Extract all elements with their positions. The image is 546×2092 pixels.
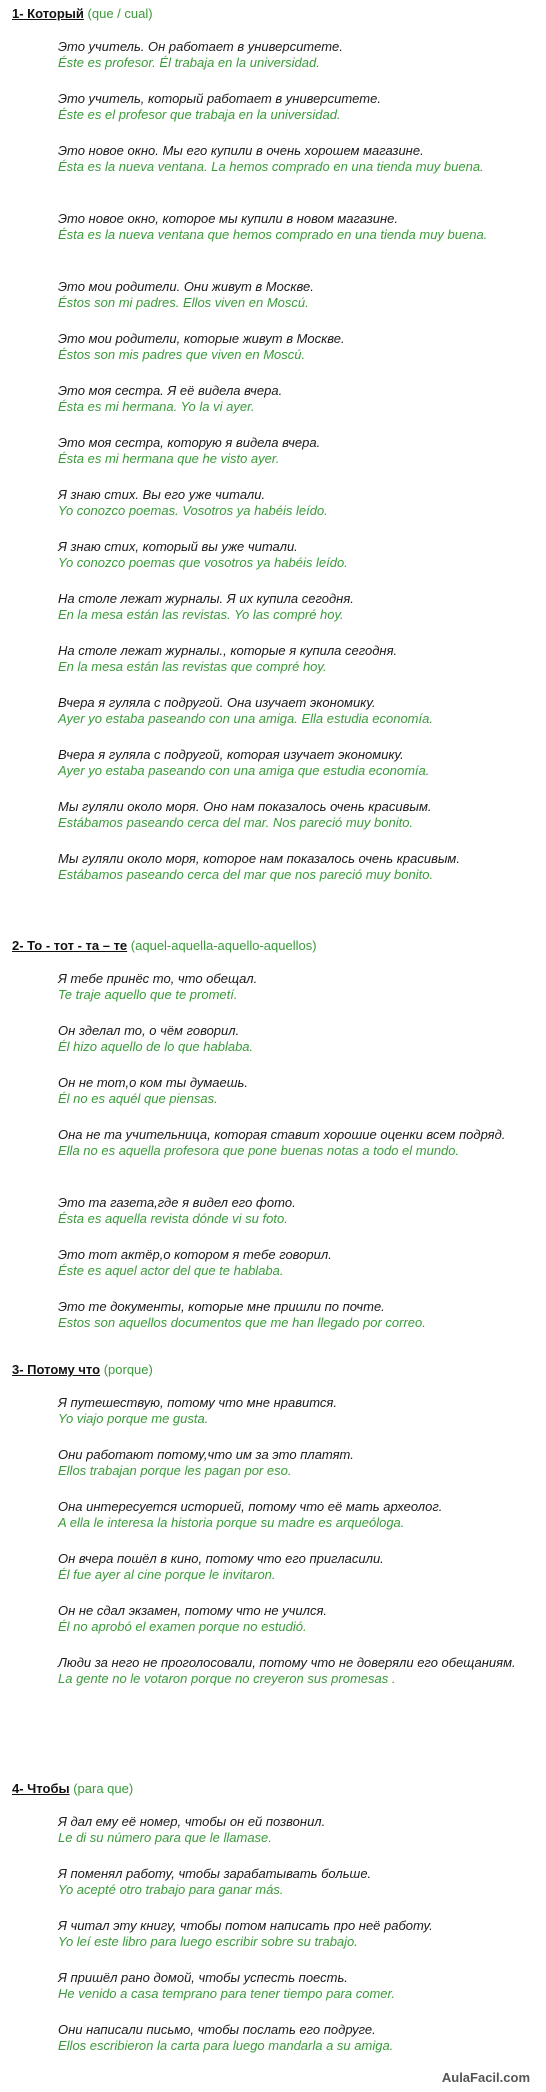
sentence-pair	[58, 383, 534, 415]
spanish-translation: Él no es aquél que piensas.	[58, 1091, 218, 1106]
russian-sentence: Он не сдал экзамен, потому что не учился.	[58, 1603, 328, 1618]
spanish-translation: A ella le interesa la historia porque su madre es arqueóloga.	[58, 1515, 405, 1530]
spanish-translation: Estábamos paseando cerca del mar que nos pareció muy bonito.	[58, 867, 434, 882]
sentence-pair	[58, 1023, 534, 1055]
russian-sentence: Мы гуляли около моря, которое нам показалось очень красивым.	[58, 851, 460, 866]
sentence-pair	[58, 331, 534, 363]
spanish-translation: He venido a casa temprano para tener tiempo para comer.	[58, 1986, 395, 2001]
spanish-translation: Él no aprobó el examen porque no estudió.	[58, 1619, 307, 1634]
spanish-translation: En la mesa están las revistas. Yo las compré hoy.	[58, 607, 344, 622]
section-title: 2- То - тот - та – те	[12, 938, 128, 953]
sentence-pair	[58, 1655, 534, 1687]
russian-sentence: Я дал ему её номер, чтобы он ей позвонил.	[58, 1814, 326, 1829]
sentence-pair	[58, 1603, 534, 1635]
spanish-translation: Éstos son mi padres. Ellos viven en Moscú.	[58, 295, 309, 310]
spanish-translation: Ayer yo estaba paseando con una amiga. Ella estudia economía.	[58, 711, 433, 726]
sentence-pair	[58, 435, 534, 467]
russian-sentence: Они написали письмо, чтобы послать его подруге.	[58, 2022, 376, 2037]
section-title: 3- Потому что	[12, 1362, 101, 1377]
russian-sentence: Это те документы, которые мне пришли по почте.	[58, 1299, 385, 1314]
russian-sentence: Я тебе принёс то, что обещал.	[58, 971, 258, 986]
spanish-translation: Yo conozco poemas que vosotros ya habéis leído.	[58, 555, 348, 570]
russian-sentence: Мы гуляли около моря. Оно нам показалось очень красивым.	[58, 799, 432, 814]
spanish-translation: Éste es el profesor que trabaja en la universidad.	[58, 107, 341, 122]
sentence-pair	[58, 1866, 534, 1898]
russian-sentence: Это моя сестра, которую я видела вчера.	[58, 435, 321, 450]
russian-sentence: Это та газета,где я видел его фото.	[58, 1195, 296, 1210]
sentence-pair	[58, 1299, 534, 1331]
section-title: 4- Чтобы	[12, 1781, 70, 1796]
russian-sentence: На столе лежат журналы., которые я купила сегодня.	[58, 643, 398, 658]
sentence-pair	[58, 91, 534, 123]
sentence-pair	[58, 2022, 534, 2054]
sentence-pair	[58, 1247, 534, 1279]
sentence-pair	[58, 1970, 534, 2002]
russian-sentence: Я читал эту книгу, чтобы потом написать про неё работу.	[58, 1918, 433, 1933]
russian-sentence: Она не та учительница, которая ставит хорошие оценки всем подряд.	[58, 1127, 506, 1142]
sentence-pair	[58, 1918, 534, 1950]
spanish-translation: Él hizo aquello de lo que hablaba.	[58, 1039, 254, 1054]
sentence-pair	[58, 1395, 534, 1427]
sentence-pair	[58, 487, 534, 519]
sentence-pair	[58, 1551, 534, 1583]
russian-sentence: Я знаю стих, который вы уже читали.	[58, 539, 298, 554]
russian-sentence: Я пришёл рано домой, чтобы успесть поесть.	[58, 1970, 348, 1985]
russian-sentence: Это моя сестра. Я её видела вчера.	[58, 383, 283, 398]
spanish-translation: Estos son aquellos documentos que me han llegado por correo.	[58, 1315, 426, 1330]
spanish-translation: Éstos son mis padres que viven en Moscú.	[58, 347, 306, 362]
russian-sentence: Вчера я гуляла с подругой, которая изучает экономику.	[58, 747, 404, 762]
spanish-translation: Ella no es aquella profesora que pone buenas notas a todo el mundo.	[58, 1143, 460, 1158]
section-subtitle: (porque)	[103, 1362, 153, 1377]
spanish-translation: Éste es profesor. Él trabaja en la universidad.	[58, 55, 320, 70]
russian-sentence: Он зделал то, о чём говорил.	[58, 1023, 240, 1038]
russian-sentence: Это мои родители. Они живут в Москве.	[58, 279, 314, 294]
russian-sentence: Это учитель, который работает в университете.	[58, 91, 381, 106]
spanish-translation: Ésta es la nueva ventana. La hemos comprado en una tienda muy buena.	[58, 159, 484, 174]
section-heading	[12, 938, 317, 954]
spanish-translation: Ésta es mi hermana. Yo la vi ayer.	[58, 399, 255, 414]
section-heading	[12, 6, 153, 22]
russian-sentence: Это тот актёр,о котором я тебе говорил.	[58, 1247, 332, 1262]
spanish-translation: Ellos trabajan porque les pagan por eso.	[58, 1463, 292, 1478]
spanish-translation: Ésta es mi hermana que he visto ayer.	[58, 451, 280, 466]
spanish-translation: Estábamos paseando cerca del mar. Nos pareció muy bonito.	[58, 815, 414, 830]
watermark-logo: AulaFacil.com	[441, 2070, 530, 2085]
sentence-pair	[58, 39, 534, 71]
russian-sentence: Это новое окно. Мы его купили в очень хорошем магазине.	[58, 143, 424, 158]
sentence-pair	[58, 1447, 534, 1479]
spanish-translation: En la mesa están las revistas que compré hoy.	[58, 659, 327, 674]
sentence-pair	[58, 591, 534, 623]
spanish-translation: Él fue ayer al cine porque le invitaron.	[58, 1567, 276, 1582]
sentence-pair	[58, 1499, 534, 1531]
russian-sentence: Он не тот,о ком ты думаешь.	[58, 1075, 248, 1090]
russian-sentence: Она интересуется историей, потому что её мать археолог.	[58, 1499, 443, 1514]
section-subtitle: (aquel-aquella-aquello-aquellos)	[130, 938, 317, 953]
spanish-translation: Yo acepté otro trabajo para ganar más.	[58, 1882, 284, 1897]
russian-sentence: Я поменял работу, чтобы зарабатывать больше.	[58, 1866, 372, 1881]
spanish-translation: Ésta es aquella revista dónde vi su foto.	[58, 1211, 288, 1226]
sentence-pair	[58, 211, 534, 243]
spanish-translation: Yo leí este libro para luego escribir sobre su trabajo.	[58, 1934, 358, 1949]
spanish-translation: Éste es aquel actor del que te hablaba.	[58, 1263, 284, 1278]
sentence-pair	[58, 1195, 534, 1227]
russian-sentence: Я знаю стих. Вы его уже читали.	[58, 487, 266, 502]
sentence-pair	[58, 971, 534, 1003]
section-heading	[12, 1781, 133, 1797]
sentence-pair	[58, 1814, 534, 1846]
russian-sentence: Он вчера пошёл в кино, потому что его пригласили.	[58, 1551, 384, 1566]
russian-sentence: На столе лежат журналы. Я их купила сегодня.	[58, 591, 354, 606]
spanish-translation: Yo conozco poemas. Vosotros ya habéis leído.	[58, 503, 328, 518]
sentence-pair	[58, 143, 534, 175]
russian-sentence: Они работают потому,что им за это платят.	[58, 1447, 354, 1462]
russian-sentence: Я путешествую, потому что мне нравится.	[58, 1395, 337, 1410]
sentence-pair	[58, 539, 534, 571]
spanish-translation: Ayer yo estaba paseando con una amiga que estudia economía.	[58, 763, 430, 778]
sentence-pair	[58, 747, 534, 779]
sentence-pair	[58, 799, 534, 831]
spanish-translation: Ésta es la nueva ventana que hemos comprado en una tienda muy buena.	[58, 227, 488, 242]
spanish-translation: Le di su número para que le llamase.	[58, 1830, 272, 1845]
sentence-pair	[58, 851, 534, 883]
sentence-pair	[58, 1127, 534, 1159]
russian-sentence: Люди за него не проголосовали, потому что не доверяли его обещаниям.	[58, 1655, 516, 1670]
section-subtitle: (para que)	[73, 1781, 134, 1796]
russian-sentence: Это мои родители, которые живут в Москве.	[58, 331, 345, 346]
sentence-pair	[58, 279, 534, 311]
section-subtitle: (que / cual)	[87, 6, 153, 21]
sentence-pair	[58, 695, 534, 727]
russian-sentence: Это учитель. Он работает в университете.	[58, 39, 343, 54]
section-heading	[12, 1362, 153, 1378]
sentence-pair	[58, 643, 534, 675]
spanish-translation: Ellos escribieron la carta para luego mandarla a su amiga.	[58, 2038, 394, 2053]
spanish-translation: Te traje aquello que te prometí.	[58, 987, 238, 1002]
spanish-translation: La gente no le votaron porque no creyeron sus promesas .	[58, 1671, 396, 1686]
russian-sentence: Это новое окно, которое мы купили в новом магазине.	[58, 211, 398, 226]
russian-sentence: Вчера я гуляла с подругой. Она изучает экономику.	[58, 695, 376, 710]
spanish-translation: Yo viajo porque me gusta.	[58, 1411, 209, 1426]
section-title: 1- Который	[12, 6, 84, 21]
sentence-pair	[58, 1075, 534, 1107]
